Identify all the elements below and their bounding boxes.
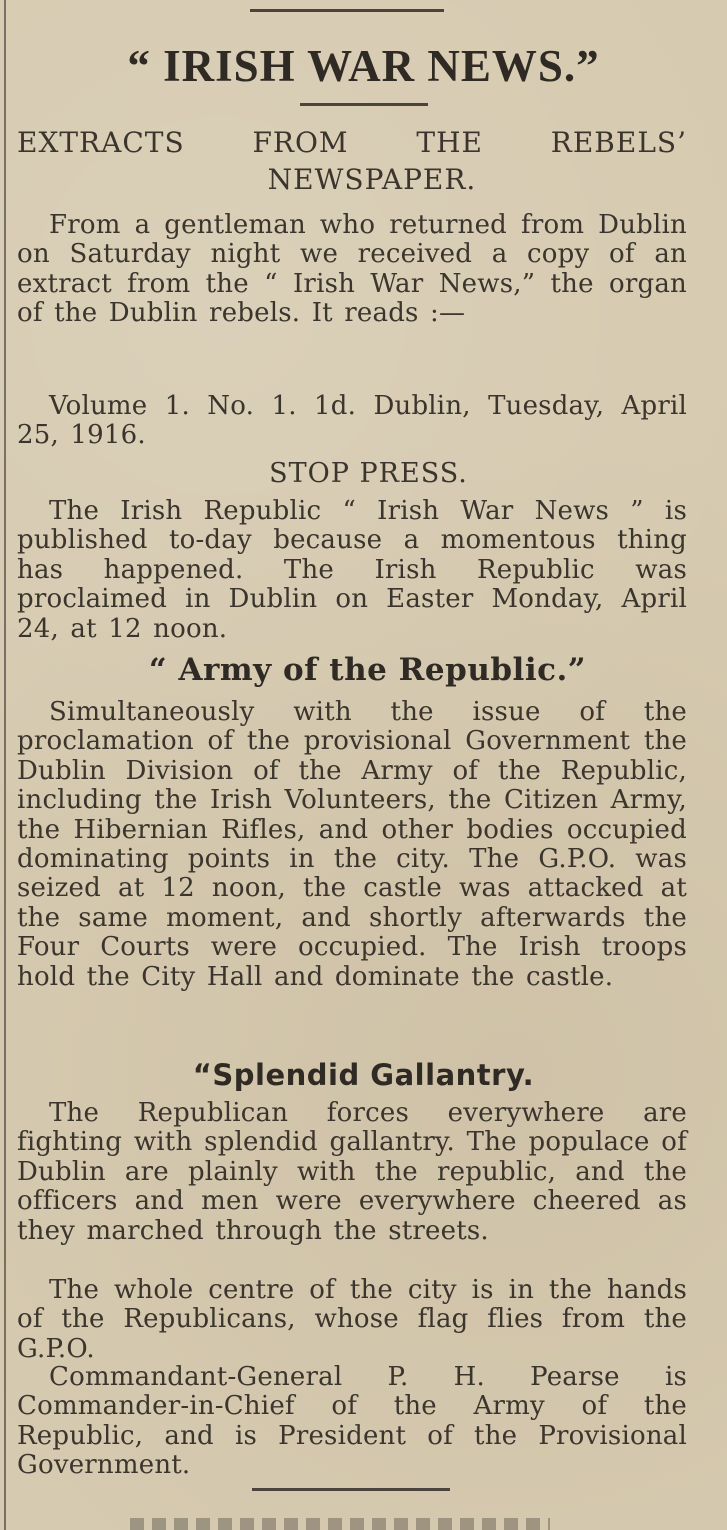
top-rule bbox=[250, 9, 444, 12]
title-rule bbox=[300, 103, 428, 106]
army-paragraph: Simultaneously with the issue of the proclamation of the provisional Government the Dublin Division of the Army of the Republic, including the Irish Volunteers, the Citizen Army, the Hibernian Rifles, and other bodies occupied dominating points in the city. The G.P.O. was seized at 12 noon, the castle was attacked at the same moment, and shortly afterwards the Four Courts were occupied. The Irish troops hold the City Hall and dominate the castle. bbox=[17, 697, 687, 992]
cropped-next-headline bbox=[130, 1518, 550, 1530]
article-subhead bbox=[17, 124, 687, 198]
subhead-line-2: NEWSPAPER. bbox=[267, 163, 477, 196]
splendid-paragraph-3: Commandant-General P. H. Pearse is Commander-in-Chief of the Army of the Republic, and is President of the Provisional Government. bbox=[17, 1362, 687, 1481]
stop-press-paragraph: The Irish Republic “ Irish War News ” is published to-day because a momentous thing has happened. The Irish Republic was proclaimed in Dublin on Easter Monday, April 24, at 12 noon. bbox=[17, 496, 687, 644]
army-heading: “ Army of the Republic.” bbox=[148, 652, 587, 688]
article-title: “ IRISH WAR NEWS.” bbox=[127, 41, 600, 91]
subhead-line-1: EXTRACTS FROM THE REBELS’ bbox=[17, 126, 687, 159]
splendid-paragraph-1: The Republican forces everywhere are fighting with splendid gallantry. The populace of Dublin are plainly with the republic, and the officers and men were everywhere cheered as they marched through the streets. bbox=[17, 1098, 687, 1246]
splendid-paragraph-2: The whole centre of the city is in the hands of the Republicans, whose flag flies from the G.P.O. bbox=[17, 1275, 687, 1364]
splendid-heading: “Splendid Gallantry. bbox=[192, 1058, 535, 1092]
bottom-rule bbox=[252, 1488, 450, 1491]
column-rule bbox=[4, 0, 6, 1530]
intro-paragraph: From a gentleman who returned from Dublin on Saturday night we received a copy of an extract from the “ Irish War News,” the organ of the Dublin rebels. It reads :— bbox=[17, 210, 687, 329]
dateline: Volume 1. No. 1. 1d. Dublin, Tuesday, April 25, 1916. bbox=[17, 391, 687, 451]
stop-press-heading: STOP PRESS. bbox=[269, 458, 468, 489]
